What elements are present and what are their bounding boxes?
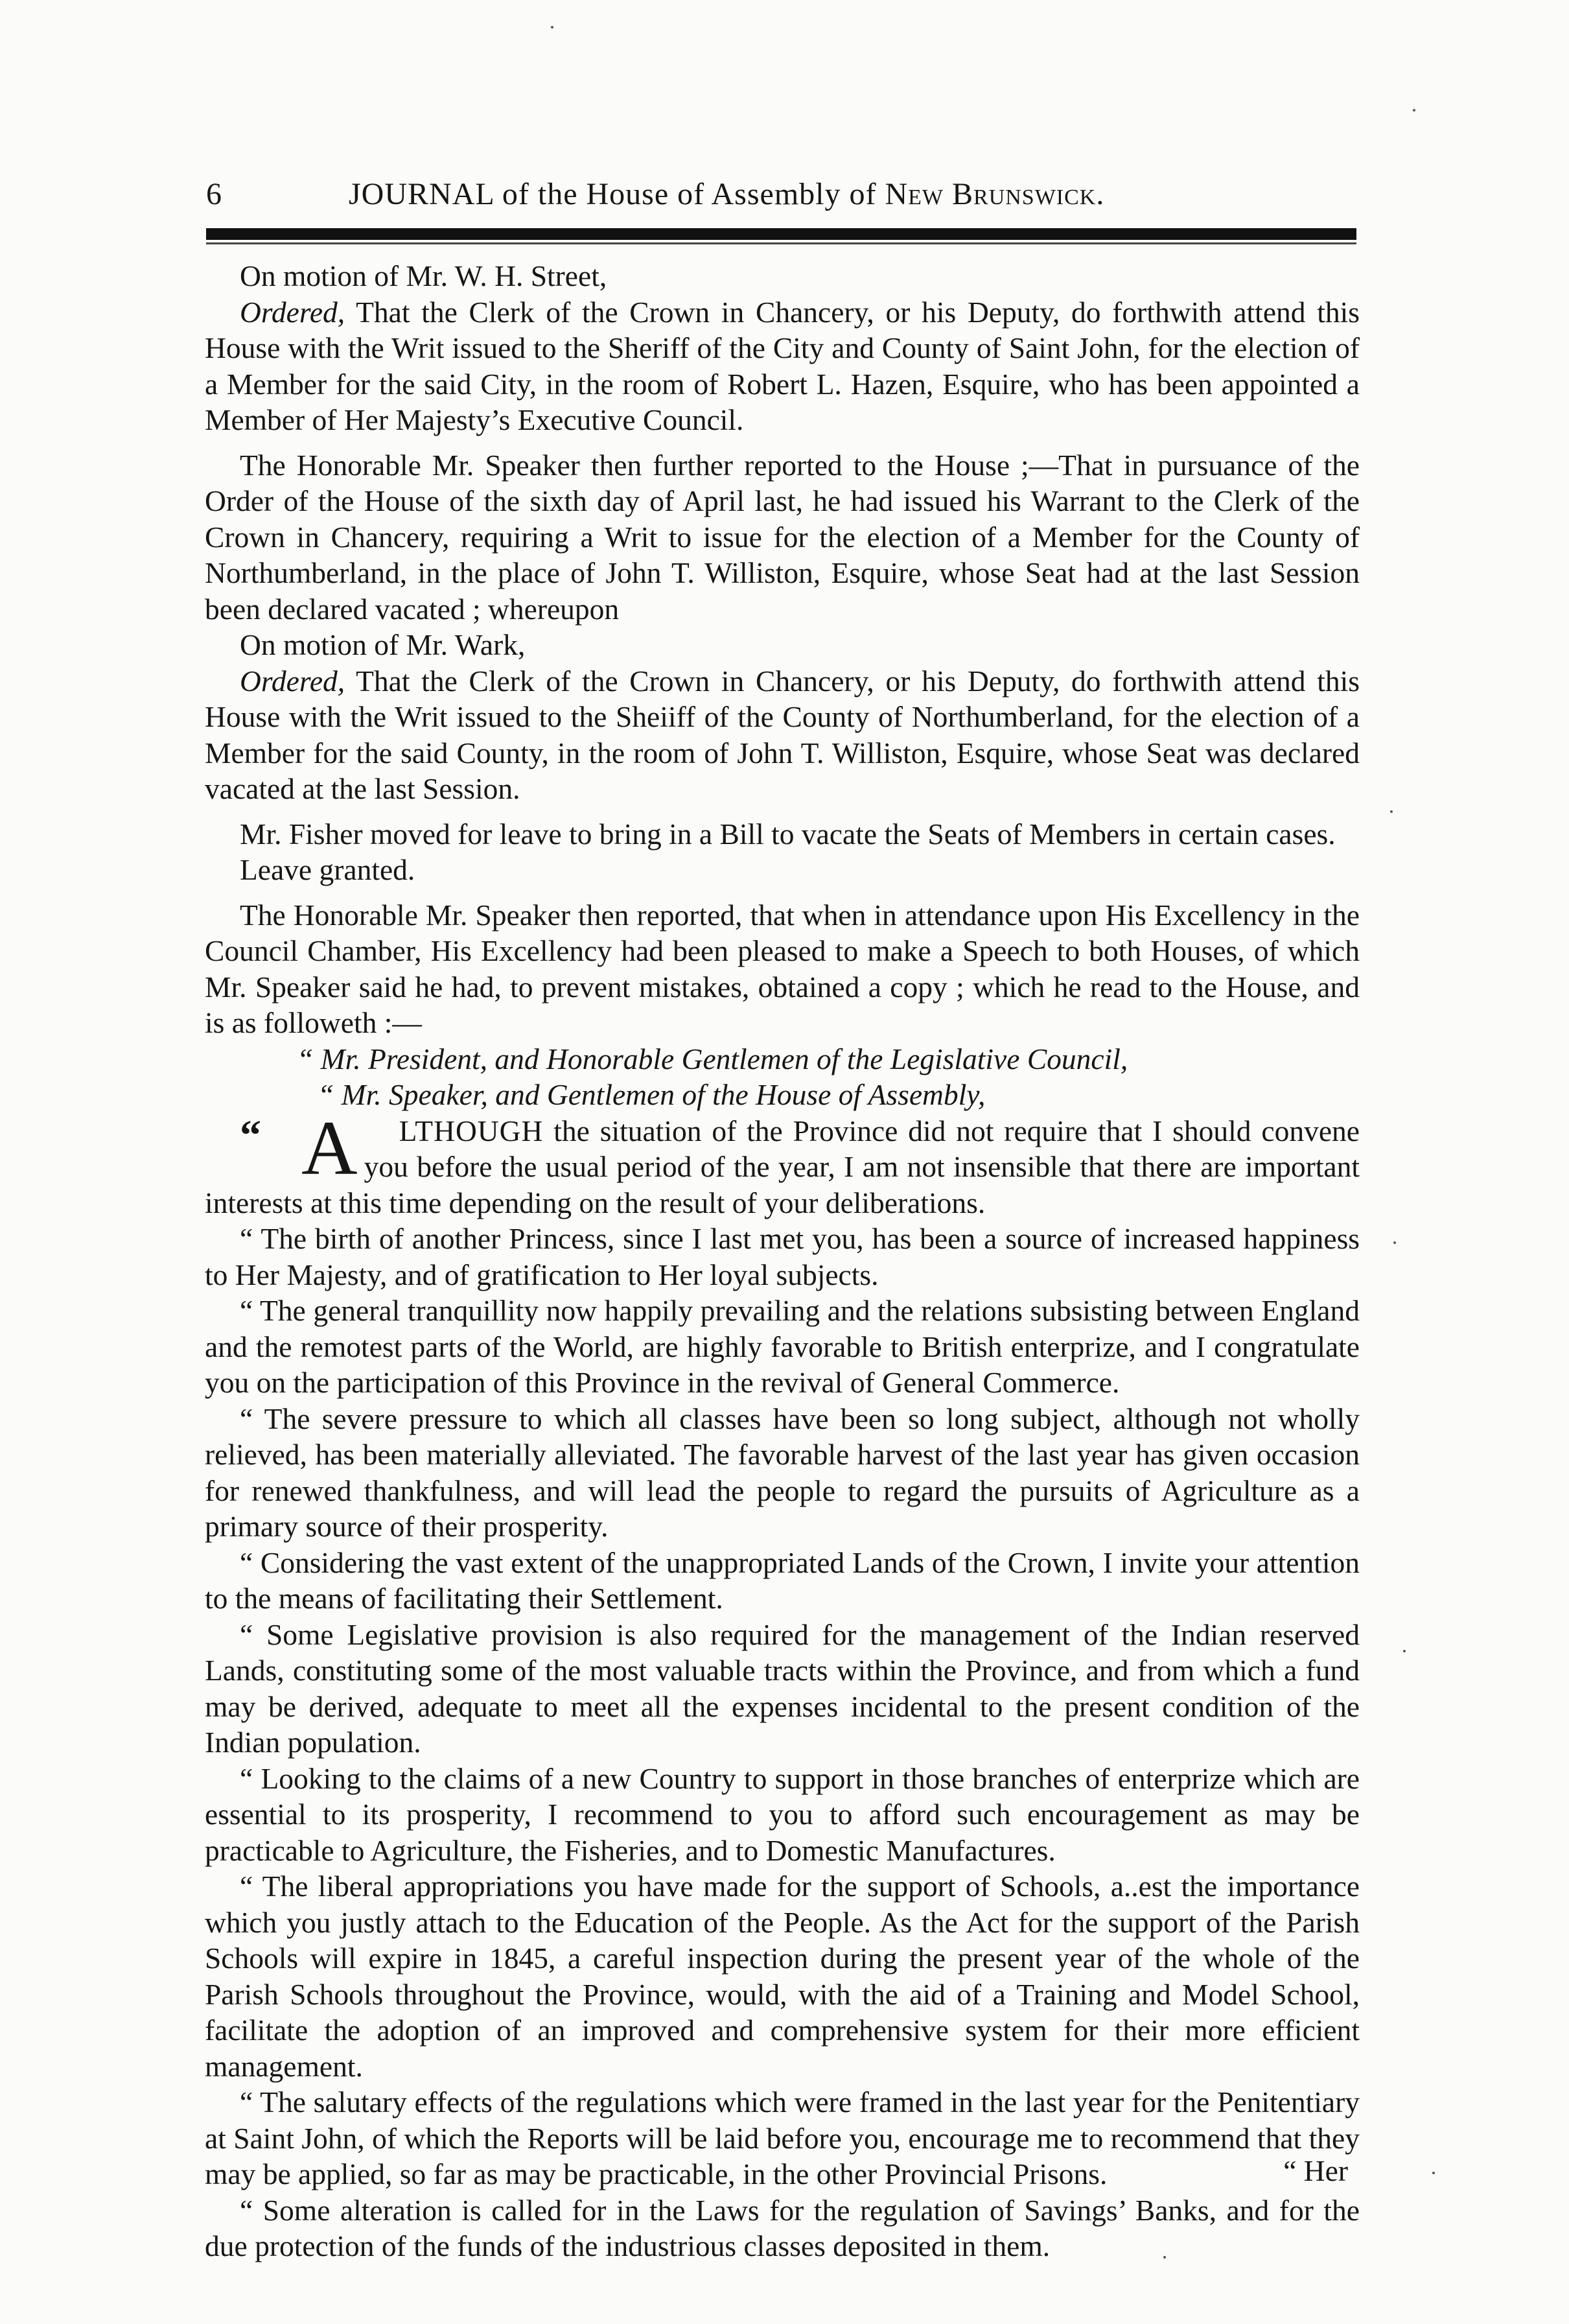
- speech-paragraph-crown-lands: “ Considering the vast extent of the unappropriated Lands of the Crown, I invite your attention to the means of facilitating their Settlement.: [205, 1545, 1360, 1615]
- paragraph-lead: Ordered,: [240, 295, 345, 329]
- page-number: 6: [206, 177, 222, 211]
- paragraph-speech-report: [205, 897, 1360, 1041]
- paragraph-speaker-report: [205, 447, 1360, 628]
- scan-speck: [1403, 1650, 1406, 1652]
- paragraph-text: That the Clerk of the Crown in Chancery, or his Deputy, do forthwith attend this House with the Writ issued to the Sheiiff of the County of Northumberland, for the election of a Member for the said County, in the room of John T. Williston, Esquire, whose Seat was declared vacated at the last Session.: [205, 664, 1360, 805]
- opening-lead-word: LTHOUGH: [399, 1114, 544, 1147]
- paragraph-motion-street: [205, 258, 1360, 294]
- scan-speck: [1393, 1241, 1396, 1244]
- header-rule-thin: [206, 242, 1356, 244]
- opening-text: the situation of the Province did not require that I should convene you before the usual period of the year, I am not insensible that there are important interests at this time depending on the result of your deliberations.: [205, 1114, 1360, 1219]
- speech-paragraph-penitentiary: “ The salutary effects of the regulations which were framed in the last year for the Penitentiary at Saint John, of which the Reports will be laid before you, encourage me to recommend that they may be applied, so far as may be practicable, in the other Provincial Prisons.: [205, 2085, 1360, 2190]
- paragraph-text: On motion of Mr. W. H. Street,: [240, 259, 607, 292]
- scan-speck: [1390, 810, 1393, 813]
- paragraph-text: Mr. Fisher moved for leave to bring in a Bill to vacate the Seats of Members in certain cases.: [240, 817, 1336, 851]
- paragraph-motion-wark: [205, 627, 1360, 663]
- journal-body: [205, 258, 1360, 2264]
- running-title-main: JOURNAL of the House of Assembly of: [349, 177, 885, 211]
- paragraph-text: Leave granted.: [240, 853, 415, 886]
- speech-paragraph-princess: “ The birth of another Princess, since I last met you, has been a source of increased happiness to Her Majesty, and of gratification to Her loyal subjects.: [205, 1222, 1360, 1291]
- scan-speck: [1432, 2172, 1435, 2174]
- drop-cap: A: [301, 1104, 358, 1191]
- paragraph-text: The Honorable Mr. Speaker then reported, that when in attendance upon His Excellency in the Council Chamber, His Excellency had been pleased to make a Speech to both Houses, of which Mr. Speaker said he had, to prevent mistakes, obtained a copy ; which he read to the House, and is as followeth :—: [205, 898, 1360, 1039]
- speech-paragraph-pressure: “ The severe pressure to which all classes have been so long subject, although not wholly relieved, has been materially alleviated. The favorable harvest of the last year has given occasion for renewed thankfulness, and will lead the people to regard the pursuits of Agriculture as a primary source of their prosperity.: [205, 1402, 1360, 1543]
- running-head: [206, 176, 1354, 222]
- paragraph-leave-granted: [205, 852, 1360, 888]
- paragraph-text: The Honorable Mr. Speaker then further reported to the House ;—That in pursuance of the Order of the House of the sixth day of April last, he had issued his Warrant to the Clerk of the Crown in Chancery, requiring a Writ to issue for the election of a Member for the County of Northumberland, in the place of John T. Williston, Esquire, whose Seat had at the last Session been declared vacated ; whereupon: [205, 448, 1360, 626]
- paragraph-text: On motion of Mr. Wark,: [240, 628, 526, 661]
- catchword: “ Her: [1283, 2154, 1348, 2187]
- speech-paragraph-savings-banks: “ Some alteration is called for in the Laws for the regulation of Savings’ Banks, and for the due protection of the funds of the industrious classes deposited in them.: [205, 2193, 1360, 2262]
- paragraph-fisher-bill: [205, 816, 1360, 852]
- paragraph-ordered-saint-john: [205, 294, 1360, 438]
- running-title-province: New Brunswick.: [885, 177, 1105, 211]
- speech-paragraph-schools: “ The liberal appropriations you have made for the support of Schools, a..est the importance which you justly attach to the Education of the People. As the Act for the support of the Parish Schools will expire in 1845, a careful inspection during the present year of the whole of the Parish Schools throughout the Province, would, with the aid of a Training and Model School, facilitate the adoption of an improved and comprehensive system for their more efficient management.: [205, 1870, 1360, 2083]
- speech-paragraph-indian-lands: “ Some Legislative provision is also required for the management of the Indian reserved Lands, constituting some of the most valuable tracts within the Province, and from which a fund may be derived, adequate to meet all the expenses incidental to the present condition of the Indian population.: [205, 1617, 1360, 1759]
- header-rule: [206, 228, 1356, 240]
- scan-speck: [551, 26, 553, 29]
- speech-paragraph-tranquillity: “ The general tranquillity now happily prevailing and the relations subsisting between England and the remotest parts of the World, are highly favorable to British enterprize, and I congratulate you on the participation of this Province in the revival of General Commerce.: [205, 1294, 1360, 1399]
- speech-opening-paragraph: [205, 1104, 1360, 1221]
- speech-paragraph-enterprize: “ Looking to the claims of a new Country to support in those branches of enterprize which are essential to its prosperity, I recommend to you to afford such encouragement as may be practicable to Agriculture, the Fisheries, and to Domestic Manufactures.: [205, 1761, 1360, 1867]
- opening-quote-mark: “: [240, 1111, 261, 1159]
- scan-speck: [1413, 109, 1415, 112]
- salutation-house-of-assembly: “ Mr. Speaker, and Gentlemen of the House of Assembly,: [318, 1078, 986, 1111]
- scan-speck: [1163, 2256, 1166, 2259]
- paragraph-lead: Ordered,: [240, 664, 345, 698]
- running-title: [349, 176, 1104, 212]
- paragraph-text: That the Clerk of the Crown in Chancery, or his Deputy, do forthwith attend this House with the Writ issued to the Sheriff of the City and County of Saint John, for the election of a Member for the said City, in the room of Robert L. Hazen, Esquire, who has been appointed a Member of Her Majesty’s Executive Council.: [205, 295, 1360, 436]
- salutation-legislative-council: “ Mr. President, and Honorable Gentlemen of the Legislative Council,: [297, 1042, 1128, 1075]
- paragraph-ordered-northumberland: [205, 663, 1360, 807]
